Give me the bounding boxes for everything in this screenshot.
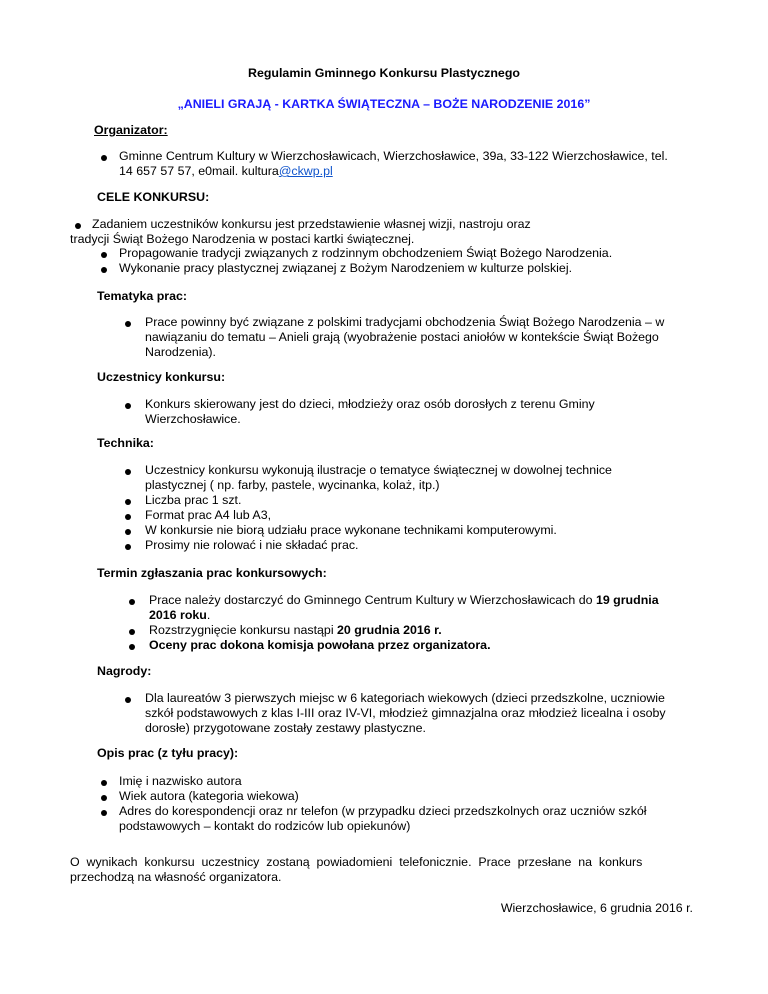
- bullet-icon: [129, 644, 135, 650]
- bullet-icon: [129, 629, 135, 635]
- technique2: Liczba prac 1 szt.: [145, 493, 242, 507]
- participants-line2: Wierzchosławice.: [145, 412, 241, 426]
- theme-heading: Tematyka prac:: [97, 289, 187, 303]
- bullet-icon: [101, 795, 107, 801]
- theme-line1: Prace powinny być związane z polskimi tradycjami obchodzenia Świąt Bożego Narodzenia – w: [145, 315, 665, 329]
- deadline1-suffix: .: [206, 608, 211, 622]
- footer-line1: O wynikach konkursu uczestnicy zostaną powiadomieni telefonicznie. Prace przesłane na konkurs: [70, 855, 643, 869]
- deadline2-date: 20 grudnia 2016 r.: [337, 623, 442, 637]
- description-item3-line2: podstawowych – kontakt do rodziców lub opiekunów): [119, 819, 411, 833]
- document-title: Regulamin Gminnego Konkursu Plastycznego: [248, 66, 520, 80]
- goals-heading: CELE KONKURSU:: [97, 190, 210, 204]
- deadline1-line2: [149, 608, 210, 623]
- bullet-icon: [125, 403, 131, 409]
- bullet-icon: [101, 252, 107, 258]
- technique1-line1: Uczestnicy konkursu wykonują ilustracje o tematyce świątecznej w dowolnej technice: [145, 463, 612, 477]
- organizer-heading: Organizator:: [94, 123, 168, 137]
- bullet-icon: [101, 780, 107, 786]
- description-item3-line1: Adres do korespondencji oraz nr telefon (w przypadku dzieci przedszkolnych oraz uczniów szkół: [119, 804, 647, 818]
- description-item2: Wiek autora (kategoria wiekowa): [119, 789, 299, 803]
- technique3: Format prac A4 lub A3,: [145, 508, 272, 522]
- bullet-icon: [125, 529, 131, 535]
- bullet-icon: [125, 697, 131, 703]
- organizer-email-link[interactable]: @ckwp.pl: [278, 164, 333, 178]
- technique5: Prosimy nie rolować i nie składać prac.: [145, 538, 359, 552]
- bullet-icon: [129, 599, 135, 605]
- goal3: Wykonanie pracy plastycznej związanej z Bożym Narodzeniem w kulturze polskiej.: [119, 261, 573, 275]
- document-subtitle: „ANIELI GRAJĄ - KARTKA ŚWIĄTECZNA – BOŻE NARODZENIE 2016”: [177, 97, 591, 111]
- bullet-icon: [125, 544, 131, 550]
- footer-line2: przechodzą na własność organizatora.: [70, 870, 282, 884]
- technique1-line2: plastycznej ( np. farby, pastele, wycinanka, kolaż, itp.): [145, 478, 440, 492]
- participants-line1: Konkurs skierowany jest do dzieci, młodzieży oraz osób dorosłych z terenu Gminy: [145, 397, 595, 411]
- deadline2: [149, 623, 442, 638]
- bullet-icon: [125, 469, 131, 475]
- bullet-icon: [125, 499, 131, 505]
- bullet-icon: [101, 155, 107, 161]
- goal2: Propagowanie tradycji związanych z rodzinnym obchodzeniem Świąt Bożego Narodzenia.: [119, 246, 613, 260]
- deadline2-text: Rozstrzygnięcie konkursu nastąpi: [149, 623, 338, 637]
- prizes-line1: Dla laureatów 3 pierwszych miejsc w 6 kategoriach wiekowych (dzieci przedszkolne, uczniowie: [145, 691, 665, 705]
- signature-date: Wierzchosławice, 6 grudnia 2016 r.: [500, 901, 693, 915]
- bullet-icon: [101, 267, 107, 273]
- deadline1-year: 2016 roku: [149, 608, 207, 622]
- deadline1-line1: [149, 593, 659, 608]
- technique4: W konkursie nie biorą udziału prace wykonane technikami komputerowymi.: [145, 523, 557, 537]
- description-item1: Imię i nazwisko autora: [119, 774, 242, 788]
- bullet-icon: [101, 810, 107, 816]
- goal1-line2: tradycji Świąt Bożego Narodzenia w postaci kartki świątecznej.: [70, 232, 415, 246]
- prizes-line3: dorosłe) przygotowane zostały zestawy plastyczne.: [145, 721, 426, 735]
- deadline3: Oceny prac dokona komisja powołana przez organizatora.: [149, 638, 491, 652]
- prizes-line2: szkół podstawowych z klas I-III oraz IV-VI, młodzież gimnazjalna oraz młodzież licealna i osoby: [145, 706, 666, 720]
- bullet-icon: [75, 223, 81, 229]
- goal1-line1: Zadaniem uczestników konkursu jest przedstawienie własnej wizji, nastroju oraz: [92, 217, 531, 231]
- bullet-icon: [125, 321, 131, 327]
- description-heading: Opis prac (z tyłu pracy):: [97, 746, 239, 760]
- organizer-line2: [119, 164, 333, 179]
- prizes-heading: Nagrody:: [97, 664, 152, 678]
- theme-line2: nawiązaniu do tematu – Anieli grają (wyobrażenie postaci aniołów w kontekście Świąt Bożego: [145, 330, 659, 344]
- deadline1-date: 19 grudnia: [595, 593, 659, 607]
- organizer-line1: Gminne Centrum Kultury w Wierzchosławicach, Wierzchosławice, 39a, 33-122 Wierzchosławice, tel.: [119, 149, 668, 163]
- bullet-icon: [125, 514, 131, 520]
- deadline-heading: Termin zgłaszania prac konkursowych:: [97, 566, 327, 580]
- participants-heading: Uczestnicy konkursu:: [97, 370, 226, 384]
- technique-heading: Technika:: [97, 436, 154, 450]
- theme-line3: Narodzenia).: [145, 345, 216, 359]
- deadline1-text: Prace należy dostarczyć do Gminnego Centrum Kultury w Wierzchosławicach do: [149, 593, 596, 607]
- organizer-line2-text: 14 657 57 57, e0mail. kultura: [119, 164, 279, 178]
